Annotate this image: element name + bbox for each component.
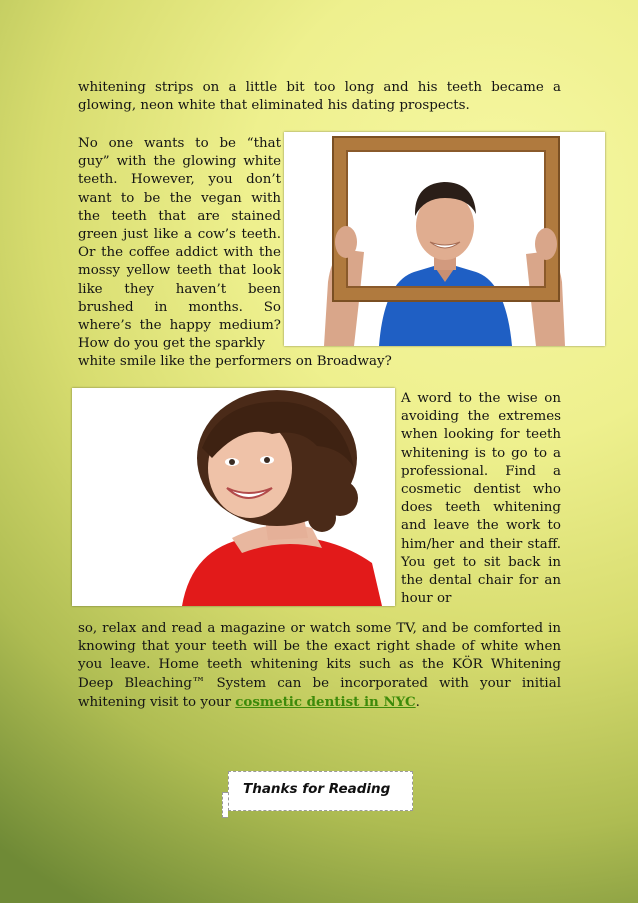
second-paragraph-wrapped: No one wants to be “that guy” with the glowing white teeth. However, you don’t want to be the vegan with the teeth that are stained green just like a cow’s teeth. Or the coffee addict with the mossy yellow teeth that look like they haven’t been brushed in months. So where’s the happy medium? How do you get the sparkly	[78, 136, 281, 352]
smiling-woman-illustration	[72, 388, 395, 606]
intro-paragraph: whitening strips on a little bit too long and his teeth became a glowing, neon white that eliminated his dating prospects.	[78, 80, 561, 114]
thanks-box	[228, 771, 413, 811]
third-paragraph-wrapped: A word to the wise on avoiding the extremes when looking for teeth whitening is to go to a professional. Find a cosmetic dentist who does teeth whitening and leave the work to him/her and their staff. You get to sit back in the dental chair for an hour or	[401, 391, 561, 607]
third-paragraph-text: so, relax and read a magazine or watch some TV, and be comforted in knowing that your teeth will be the exact right shade of white when you leave. Home teeth whitening kits such as the KÖR Whitening Deep Bleaching™ System can be incorporated with your initial whitening visit to your	[78, 621, 561, 710]
third-paragraph-tail	[78, 620, 561, 712]
man-with-frame-photo	[284, 132, 605, 346]
smiling-woman-photo	[72, 388, 395, 606]
third-paragraph-end: .	[415, 694, 420, 710]
second-paragraph-tail: white smile like the performers on Broadway?	[78, 354, 392, 369]
thanks-label: Thanks for Reading	[243, 781, 391, 797]
cosmetic-dentist-link[interactable]: cosmetic dentist in NYC	[235, 693, 416, 710]
man-with-frame-illustration	[284, 132, 605, 346]
